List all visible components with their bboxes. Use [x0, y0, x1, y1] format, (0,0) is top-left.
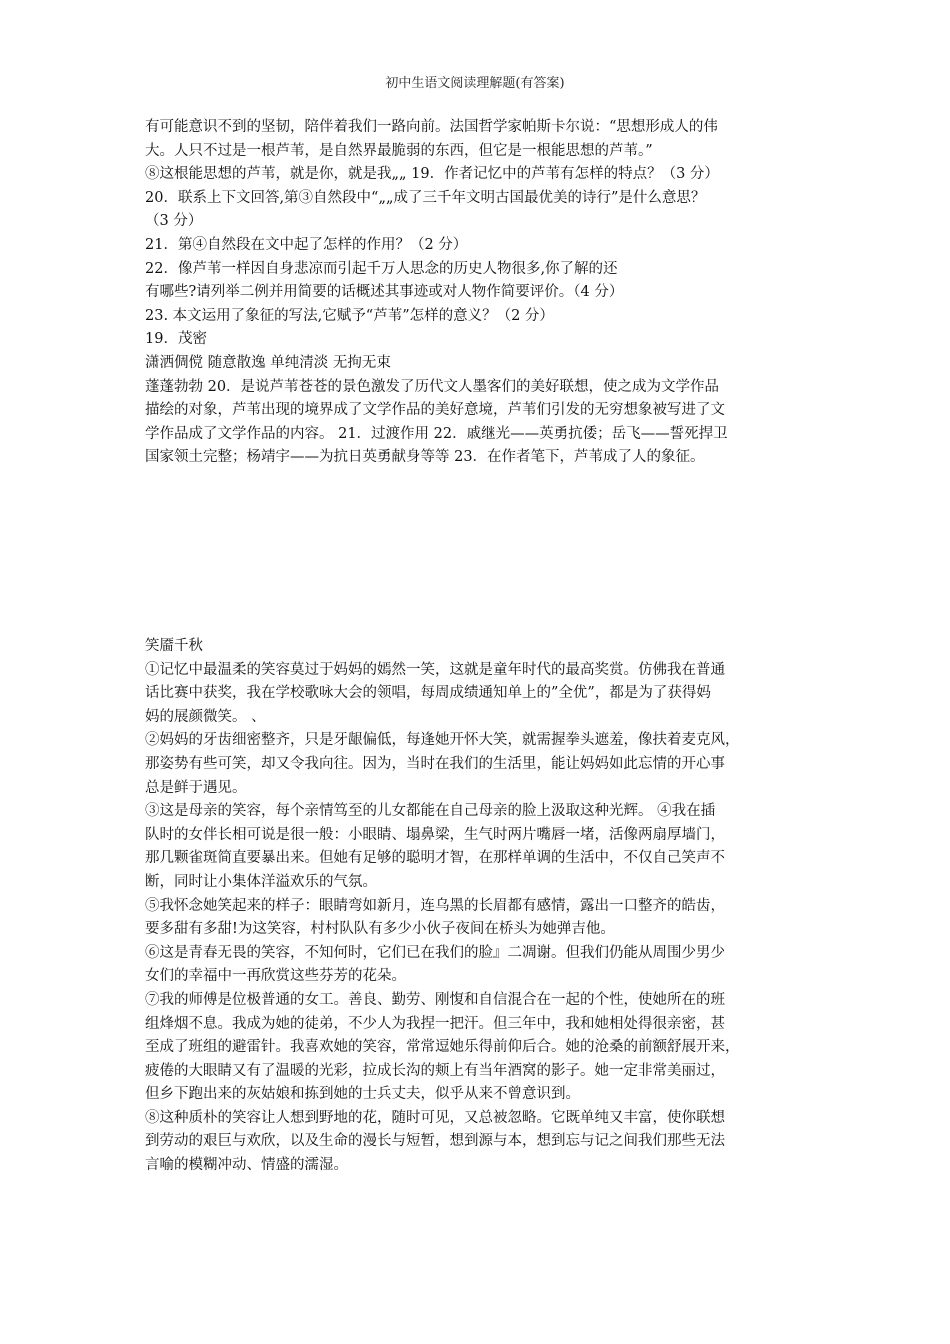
text-line: 但乡下跑出来的灰姑娘和拣到她的士兵丈夫，似乎从来不曾意识到。 [145, 1086, 580, 1103]
text-line: 国家领土完整；杨靖宇——为抗日英勇献身等等 23．在作者笔下，芦苇成了人的象征。 [145, 449, 705, 466]
page-header: 初中生语文阅读理解题(有答案) [385, 76, 565, 91]
text-line: ②妈妈的牙齿细密整齐，只是牙龈偏低，每逢她开怀大笑，就需握拳头遮羞，像扶着麦克风， [145, 732, 740, 749]
text-line: 潇洒倜傥 随意散逸 单纯清淡 无拘无束 [145, 354, 391, 371]
text-line: 20．联系上下文回答,第③自然段中“„„成了三千年文明古国最优美的诗行”是什么意思？ [145, 189, 706, 206]
article-title: 笑靥千秋 [145, 638, 203, 654]
answer-section [145, 116, 815, 470]
text-line: ⑦我的师傅是位极普通的女工。善良、勤劳、刚愎和自信混合在一起的个性，使她所在的班 [145, 991, 725, 1008]
text-line: 要多甜有多甜!为这笑容，村村队队有多少小伙子夜间在桥头为她弹吉他。 [145, 921, 615, 938]
text-line: 21．第④自然段在文中起了怎样的作用？（2 分） [145, 236, 468, 253]
text-line: ⑤我怀念她笑起来的样子：眼睛弯如新月，连乌黑的长眉都有感情，露出一口整齐的皓齿， [145, 897, 725, 914]
text-line: ①记忆中最温柔的笑容莫过于妈妈的嫣然一笑，这就是童年时代的最高奖赏。仿佛我在普通 [145, 661, 725, 678]
text-line: 到劳动的艰巨与欢欣，以及生命的漫长与短暂，想到源与本，想到忘与记之间我们那些无法 [145, 1133, 725, 1150]
text-line: 有可能意识不到的坚韧，陪伴着我们一路向前。法国哲学家帕斯卡尔说：“思想形成人的伟 [145, 119, 718, 135]
text-line: 那姿势有些可笑，却又令我向往。因为，当时在我们的生活里，能让妈妈如此忘情的开心事 [145, 755, 725, 772]
text-line: （3 分） [145, 213, 203, 230]
text-line: 学作品成了文学作品的内容。 21．过渡作用 22．戚继光——英勇抗倭；岳飞——誓死捍卫 [145, 425, 728, 442]
text-line: ⑧这根能思想的芦苇，就是你，就是我„„ 19．作者记忆中的芦苇有怎样的特点？（3 分） [145, 166, 719, 183]
text-line: ③这是母亲的笑容，每个亲情笃至的儿女都能在自己母亲的脸上汲取这种光辉。 ④我在插 [145, 803, 716, 820]
text-line: 话比赛中获奖，我在学校歌咏大会的领唱，每周成绩通知单上的”全优”，都是为了获得妈 [145, 685, 711, 702]
text-line: 那几颗雀斑简直要暴出来。但她有足够的聪明才智，在那样单调的生活中，不仅自己笑声不 [145, 850, 725, 867]
text-line: 疲倦的大眼睛又有了温暖的光彩，拉成长沟的颊上有当年酒窝的影子。她一定非常美丽过， [145, 1062, 725, 1079]
text-line: ⑥这是青春无畏的笑容，不知何时，它们已在我们的脸』二凋谢。但我们仍能从周围少男少 [145, 944, 725, 961]
text-line: 妈的展颜微笑。 、 [145, 708, 266, 725]
article-section [145, 635, 815, 1178]
text-line: 女们的幸福中一再欣赏这些芬芳的花朵。 [145, 968, 406, 985]
text-line: 22．像芦苇一样因自身悲凉而引起千万人思念的历史人物很多,你了解的还 [145, 260, 618, 277]
text-line: 蓬蓬勃勃 20．是说芦苇苍苍的景色激发了历代文人墨客们的美好联想，使之成为文学作品 [145, 378, 720, 395]
text-line: 至成了班组的避雷针。我喜欢她的笑容，常常逗她乐得前仰后合。她的沧桑的前额舒展开来， [145, 1039, 740, 1056]
text-line: ⑧这种质朴的笑容让人想到野地的花，随时可见，又总被忽略。它既单纯又丰富，使你联想 [145, 1109, 725, 1126]
text-line: 总是鲜于遇见。 [145, 779, 247, 796]
text-line: 组烽烟不息。我成为她的徒弟，不少人为我捏一把汗。但三年中，我和她相处得很亲密，甚 [145, 1015, 725, 1032]
text-line: 23. 本文运用了象征的写法,它赋予“芦苇”怎样的意义？（2 分） [145, 307, 554, 324]
text-line: 队时的女伴长相可说是很一般：小眼睛、塌鼻梁，生气时两片嘴唇一堵，活像两扇厚墙门， [145, 826, 725, 843]
text-line: 言喻的模糊冲动、情盛的濡湿。 [145, 1157, 348, 1174]
text-line: 描绘的对象，芦苇出现的境界成了文学作品的美好意境，芦苇们引发的无穷想象被写进了文 [145, 402, 725, 419]
text-line: 19．茂密 [145, 331, 207, 348]
text-line: 大。人只不过是一根芦苇，是自然界最脆弱的东西，但它是一根能思想的芦苇。” [145, 142, 653, 159]
text-line: 断，同时让小集体洋溢欢乐的气氛。 [145, 873, 377, 890]
text-line: 有哪些?请列举二例并用简要的话概述其事迹或对人物作简要评价。（4 分） [145, 284, 624, 301]
